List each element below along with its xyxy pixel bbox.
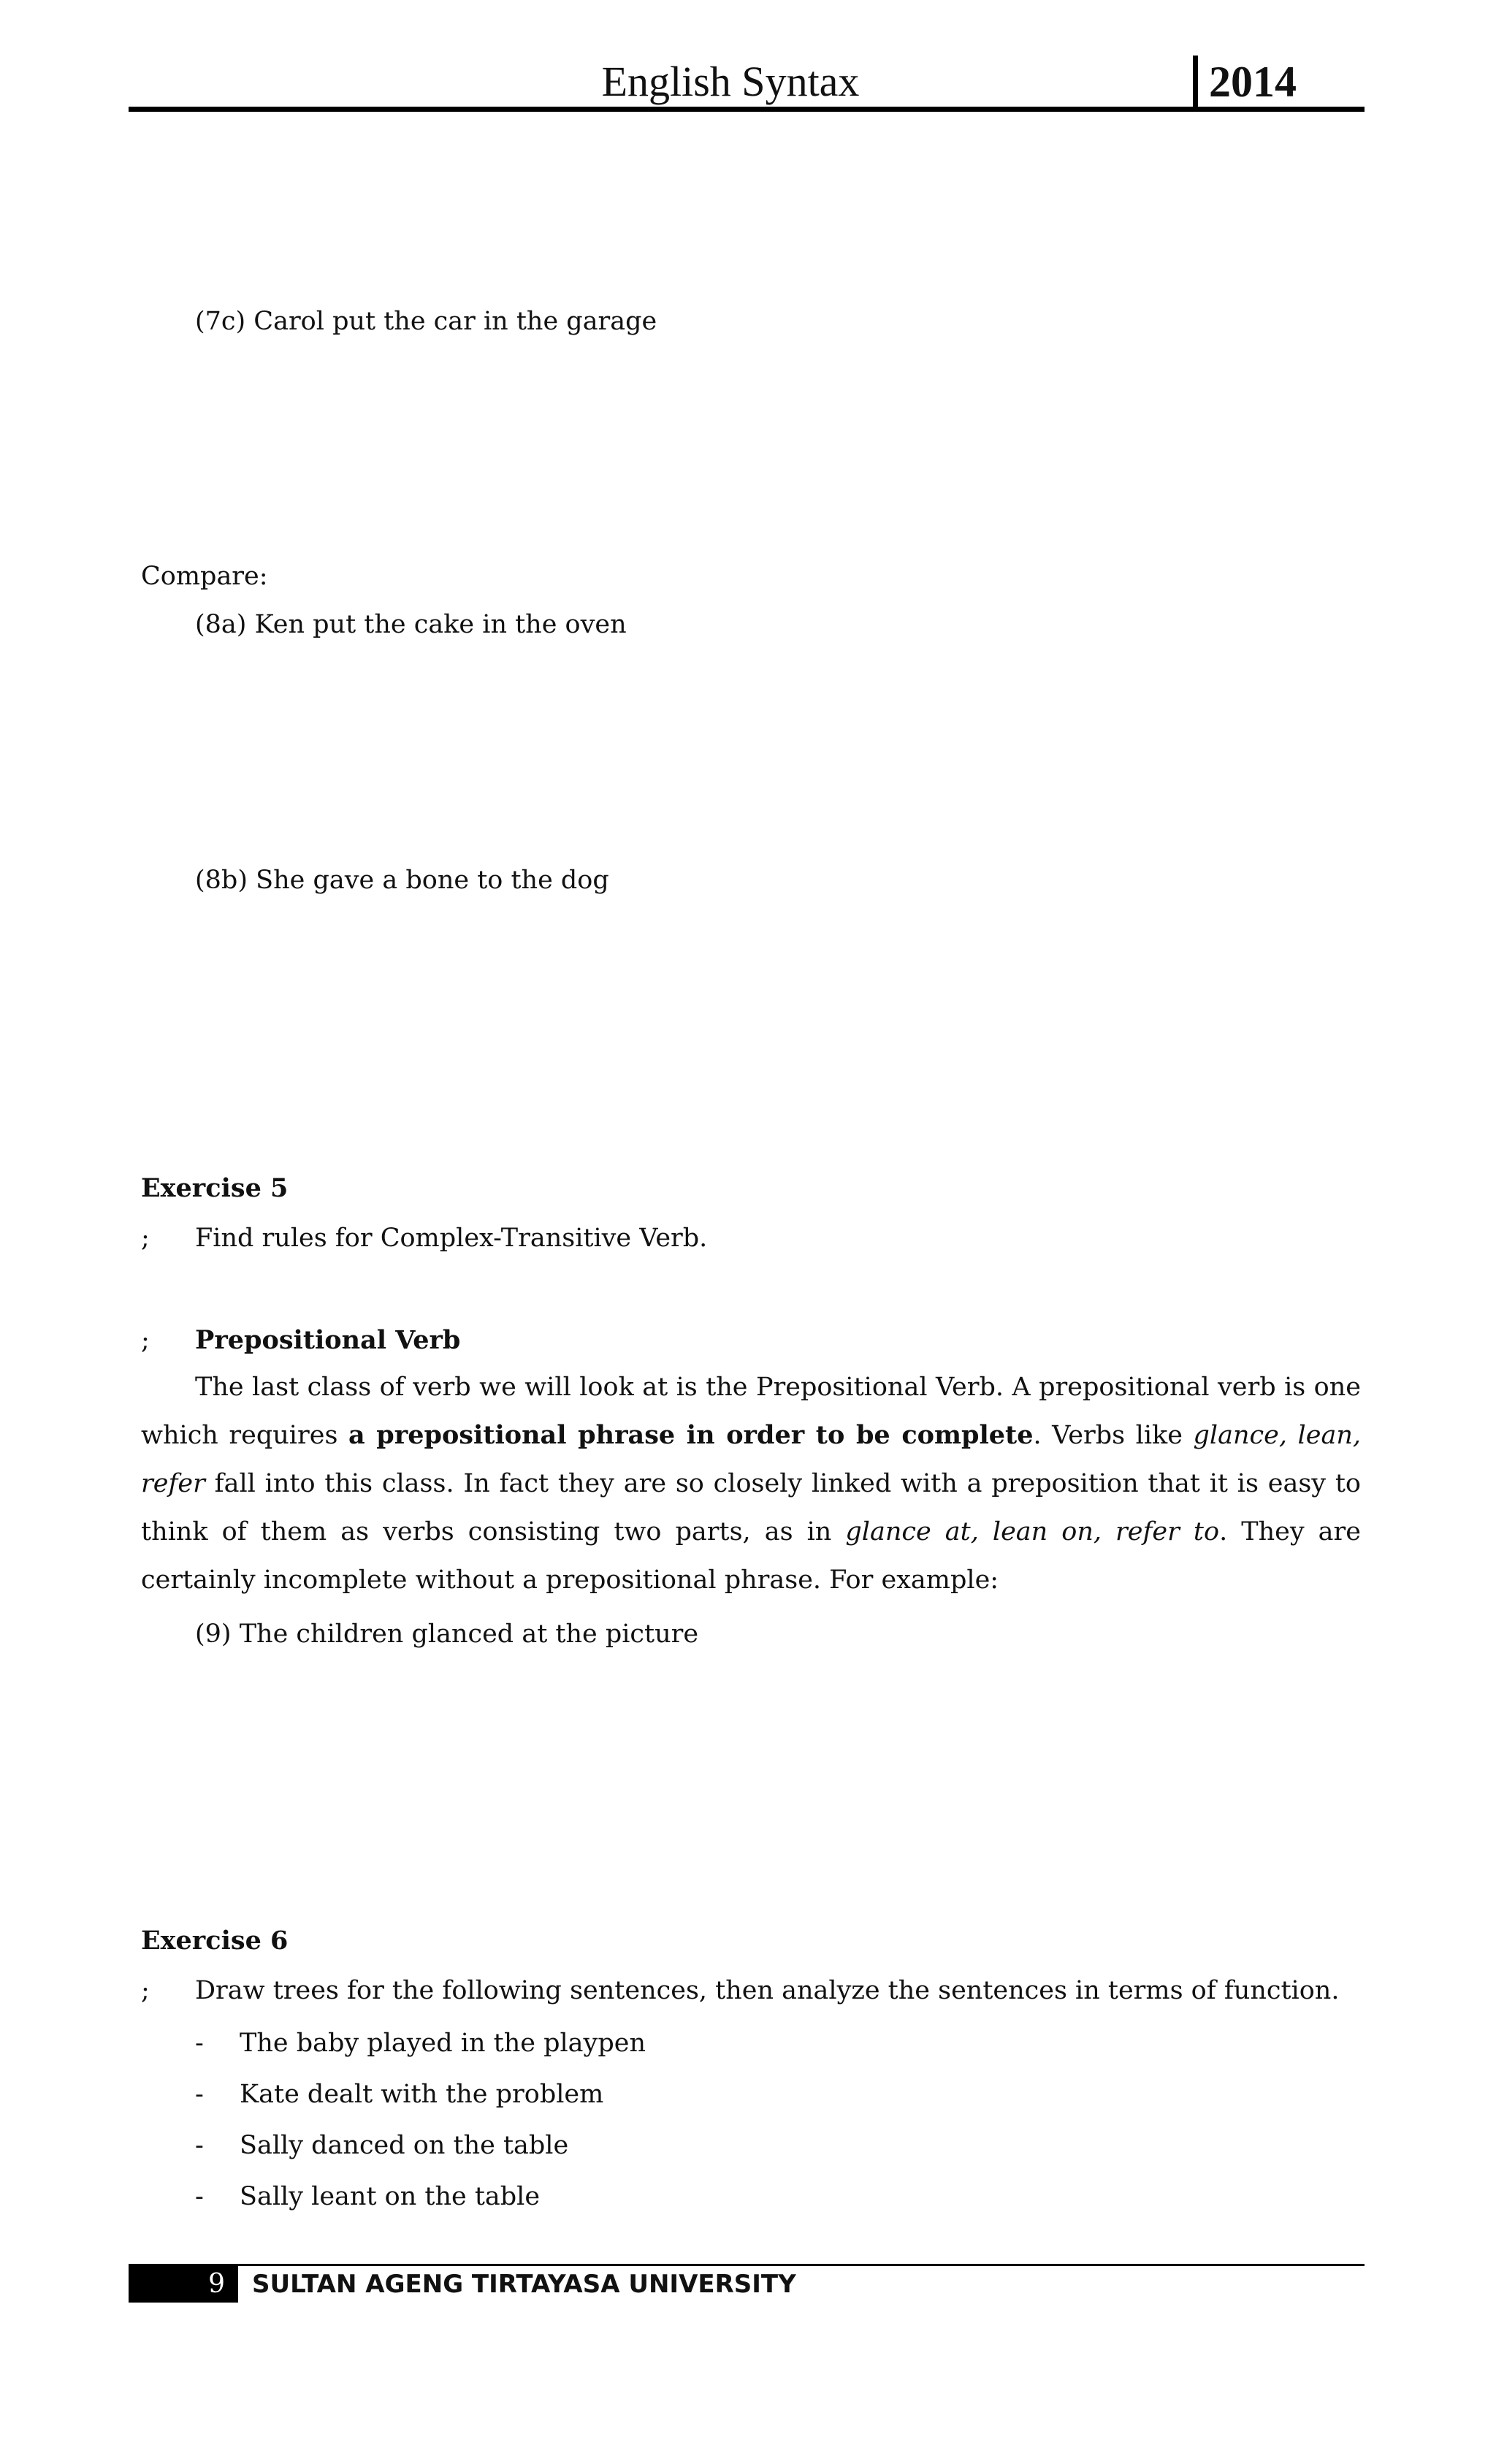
header-year: 2014 (1209, 58, 1297, 106)
paragraph-text: The last class of verb we will look at is the Prepositional Verb. A prepositional verb is one which requires (141, 1373, 1361, 1450)
example-8b: (8b) She gave a bone to the dog (195, 866, 609, 895)
header-title: English Syntax (601, 58, 860, 105)
header-rule (129, 107, 1365, 112)
list-item-dash: - (195, 2080, 204, 2109)
example-7c: (7c) Carol put the car in the garage (195, 307, 657, 336)
paragraph-text: . They are certainly incomplete without a prepositional phrase. For example: (141, 1517, 1361, 1595)
paragraph-text: fall into this class. In fact they are so closely linked with a preposition that it is easy to think of them as verbs consisting two parts, as in (141, 1469, 1361, 1546)
exercise-5-bullet: ; (141, 1224, 150, 1253)
list-item-dash: - (195, 2029, 204, 2058)
page-number: 9 (208, 2269, 225, 2299)
prepositional-verb-paragraph (141, 1363, 1361, 1604)
list-item-dash: - (195, 2131, 204, 2160)
list-item: Sally leant on the table (240, 2182, 541, 2211)
exercise-5-title: Exercise 5 (141, 1173, 289, 1203)
example-9: (9) The children glanced at the picture (195, 1620, 699, 1649)
compare-label: Compare: (141, 562, 268, 591)
exercise-5-text: Find rules for Complex-Transitive Verb. (195, 1224, 708, 1253)
footer-university: SULTAN AGENG TIRTAYASA UNIVERSITY (252, 2270, 796, 2299)
example-8a: (8a) Ken put the cake in the oven (195, 610, 627, 639)
prepositional-verb-bullet: ; (141, 1326, 150, 1355)
exercise-6-bullet: ; (141, 1976, 150, 2005)
list-item-dash: - (195, 2182, 204, 2211)
prepositional-verb-heading: Prepositional Verb (195, 1325, 461, 1355)
list-item: Kate dealt with the problem (240, 2080, 604, 2109)
header-divider (1193, 56, 1198, 110)
exercise-6-instruction: Draw trees for the following sentences, then analyze the sentences in terms of function. (195, 1976, 1340, 2005)
paragraph-bold-phrase: a prepositional phrase in order to be complete (348, 1420, 1034, 1450)
list-item: The baby played in the playpen (240, 2029, 646, 2058)
paragraph-italic-phrasal: glance at, lean on, refer to (845, 1517, 1220, 1546)
paragraph-text: . Verbs like (1033, 1421, 1194, 1450)
exercise-6-title: Exercise 6 (141, 1926, 289, 1956)
paragraph-italic-verbs: glance, lean, refer (141, 1421, 1361, 1498)
list-item: Sally danced on the table (240, 2131, 569, 2160)
